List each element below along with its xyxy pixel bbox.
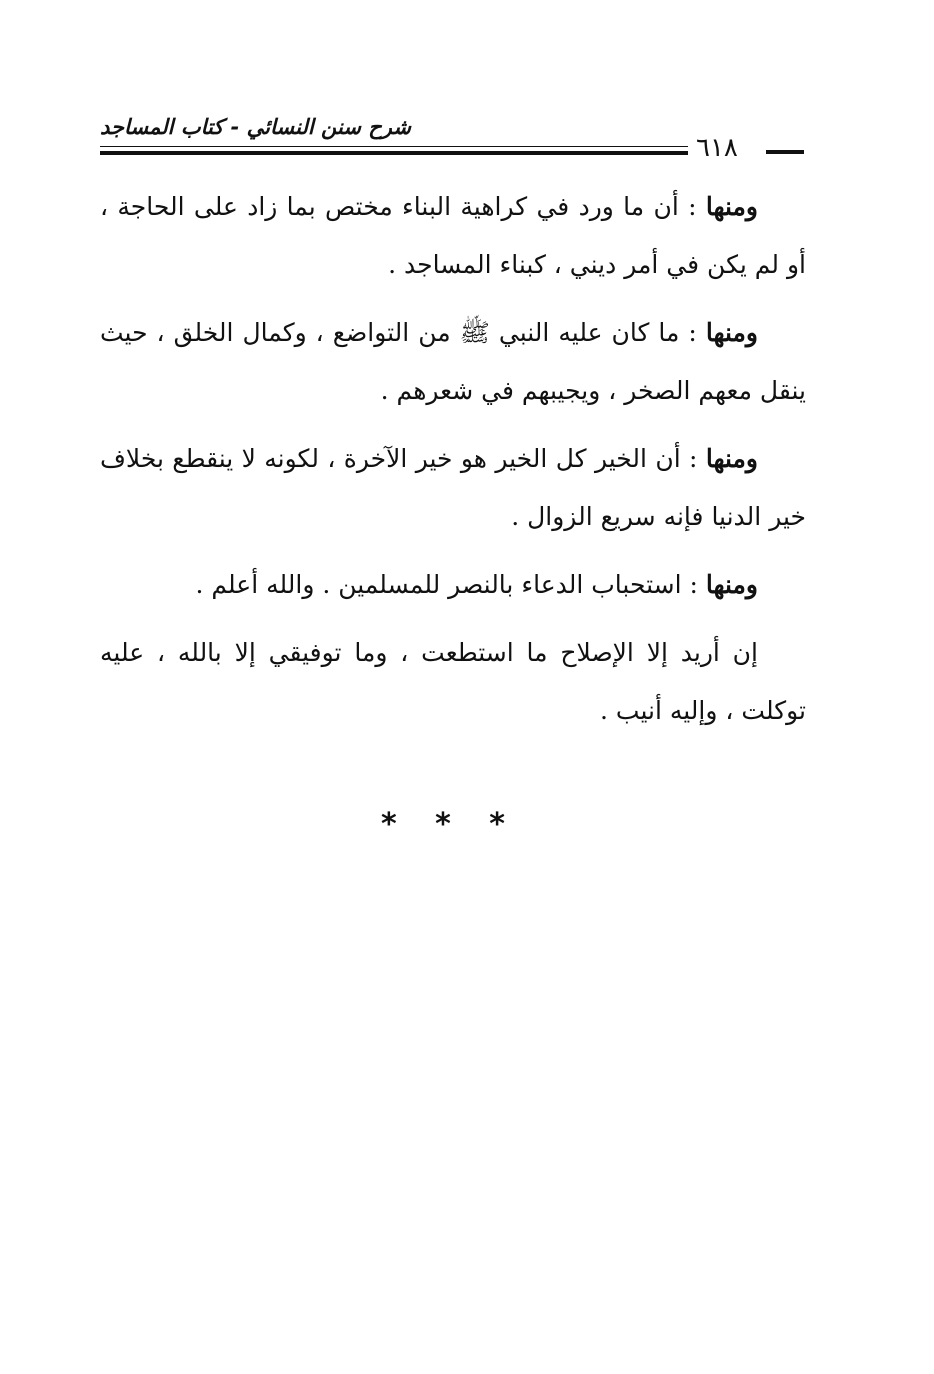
page-number-dash [766, 150, 804, 154]
paragraph-lead: ومنها [705, 192, 758, 221]
paragraph-text: : أن ما ورد في كراهية البناء مختص بما زاد على الحاجة ، أو لم يكن في أمر ديني ، كبناء المساجد . [100, 192, 806, 279]
paragraph-text: : ما كان عليه النبي ﷺ من التواضع ، وكمال الخلق ، حيث ينقل معهم الصخر ، ويجيبهم في شعرهم . [100, 318, 806, 405]
paragraph-3 [100, 430, 806, 546]
paragraph-1 [100, 178, 806, 294]
paragraph-5 [100, 624, 806, 740]
paragraph-text: : أن الخير كل الخير هو خير الآخرة ، لكونه لا ينقطع بخلاف خير الدنيا فإنه سريع الزوال . [100, 444, 806, 531]
body-text [100, 178, 806, 740]
paragraph-2 [100, 304, 806, 420]
page-number: ٦١٨ [696, 133, 738, 163]
header-rule [100, 151, 688, 155]
paragraph-lead: ومنها [705, 318, 758, 347]
header-rule-thin [100, 146, 688, 147]
paragraph-text: إن أريد إلا الإصلاح ما استطعت ، وما توفيقي إلا بالله ، عليه توكلت ، وإليه أنيب . [100, 638, 806, 725]
paragraph-text: : استحباب الدعاء بالنصر للمسلمين . والله أعلم . [195, 570, 706, 599]
paragraph-lead: ومنها [705, 570, 758, 599]
paragraph-4 [100, 556, 806, 614]
section-end-ornament: * * * [381, 807, 519, 842]
running-header-title: شرح سنن النسائي - كتاب المساجد [100, 115, 411, 139]
paragraph-lead: ومنها [705, 444, 758, 473]
